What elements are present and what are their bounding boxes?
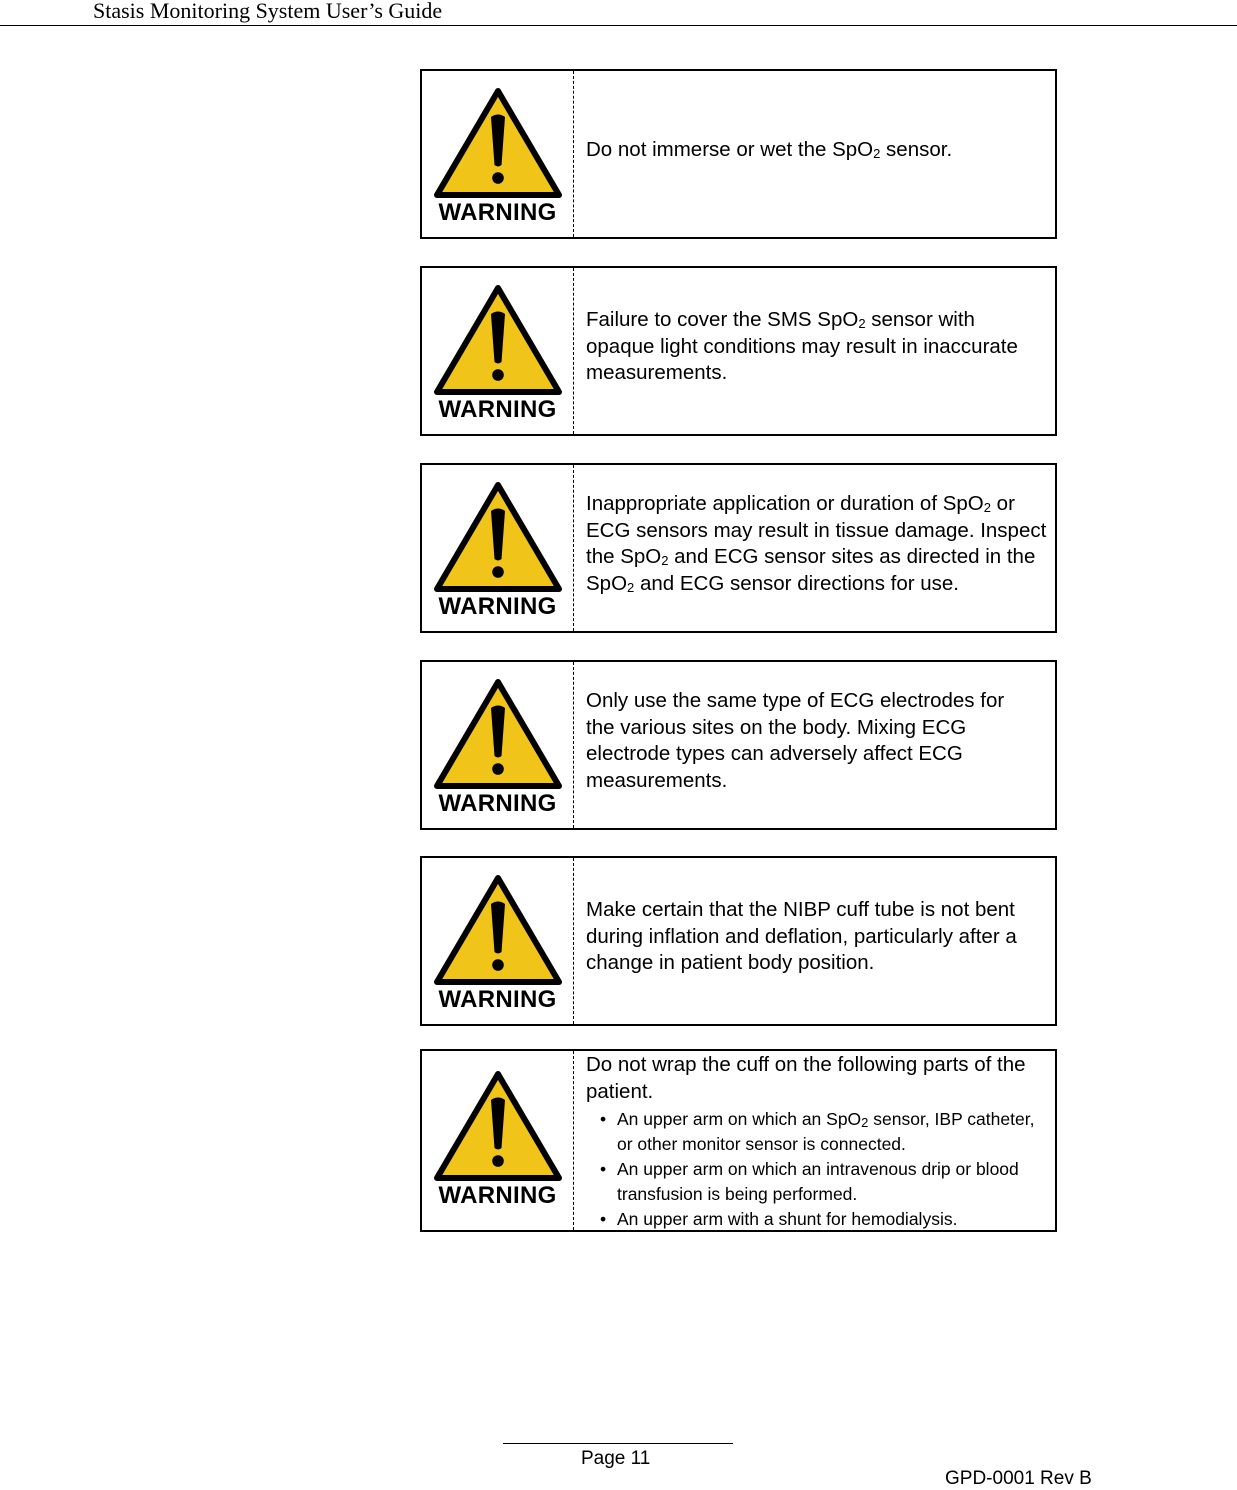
warning-triangle-icon xyxy=(433,874,563,986)
warning-label: WARNING xyxy=(438,593,557,620)
document-code: GPD-0001 Rev B xyxy=(945,1468,1092,1489)
footer-rule xyxy=(503,1443,733,1444)
warning-text: Inappropriate application or duration of SpO$_2$ or ECG sensors may result in tissue damage. Inspect the SpO$_2$ and ECG sensor sites as directed in the SpO$_2$ and ECG sensor directions for use. xyxy=(586,492,1047,595)
warning-icon-cell xyxy=(422,662,574,828)
bullet-list xyxy=(586,1107,1051,1233)
page-number: Page 11 xyxy=(581,1448,651,1469)
warning-triangle-icon xyxy=(433,481,563,593)
warning-label: WARNING xyxy=(438,986,557,1013)
warning-triangle-icon xyxy=(433,678,563,790)
warning-box xyxy=(420,463,1057,633)
warning-box xyxy=(420,69,1057,239)
warning-icon-cell xyxy=(422,1051,574,1230)
warning-triangle-icon xyxy=(433,87,563,199)
warning-icon-cell xyxy=(422,268,574,434)
list-item: • An upper arm with a shunt for hemodialysis. xyxy=(586,1207,1051,1232)
list-item: • An upper arm on which an intravenous drip or blood transfusion is being performed. xyxy=(586,1157,1051,1206)
list-item: • An upper arm on which an SpO$_2$ sensor, IBP catheter, or other monitor sensor is connected. xyxy=(586,1107,1051,1156)
warning-label: WARNING xyxy=(438,199,557,226)
header-title: Stasis Monitoring System User’s Guide xyxy=(93,0,443,23)
warning-text: Only use the same type of ECG electrodes for the various sites on the body. Mixing ECG electrode types can adversely affect ECG measurements. xyxy=(586,689,1005,792)
warning-label: WARNING xyxy=(438,396,557,423)
warning-intro: Do not wrap the cuff on the following parts of the patient. xyxy=(586,1053,1026,1103)
warning-label: WARNING xyxy=(438,790,557,817)
warning-triangle-icon xyxy=(433,284,563,396)
warning-icon-cell xyxy=(422,71,574,237)
warning-text: Make certain that the NIBP cuff tube is not bent during inflation and deflation, particularly after a change in patient body position. xyxy=(586,898,1017,975)
warning-box xyxy=(420,266,1057,436)
warning-icon-cell xyxy=(422,858,574,1024)
warning-box xyxy=(420,856,1057,1026)
warning-text: Do not immerse or wet the SpO$_2$ sensor. xyxy=(586,137,953,161)
warning-box xyxy=(420,1049,1057,1232)
warning-label: WARNING xyxy=(438,1182,557,1209)
header-rule xyxy=(0,25,1237,26)
warning-icon-cell xyxy=(422,465,574,631)
warning-text xyxy=(574,1051,1055,1230)
warning-box xyxy=(420,660,1057,830)
warning-text: Failure to cover the SMS SpO$_2$ sensor with opaque light conditions may result in inaccurate measurements. xyxy=(586,308,1018,385)
warning-triangle-icon xyxy=(433,1070,563,1182)
